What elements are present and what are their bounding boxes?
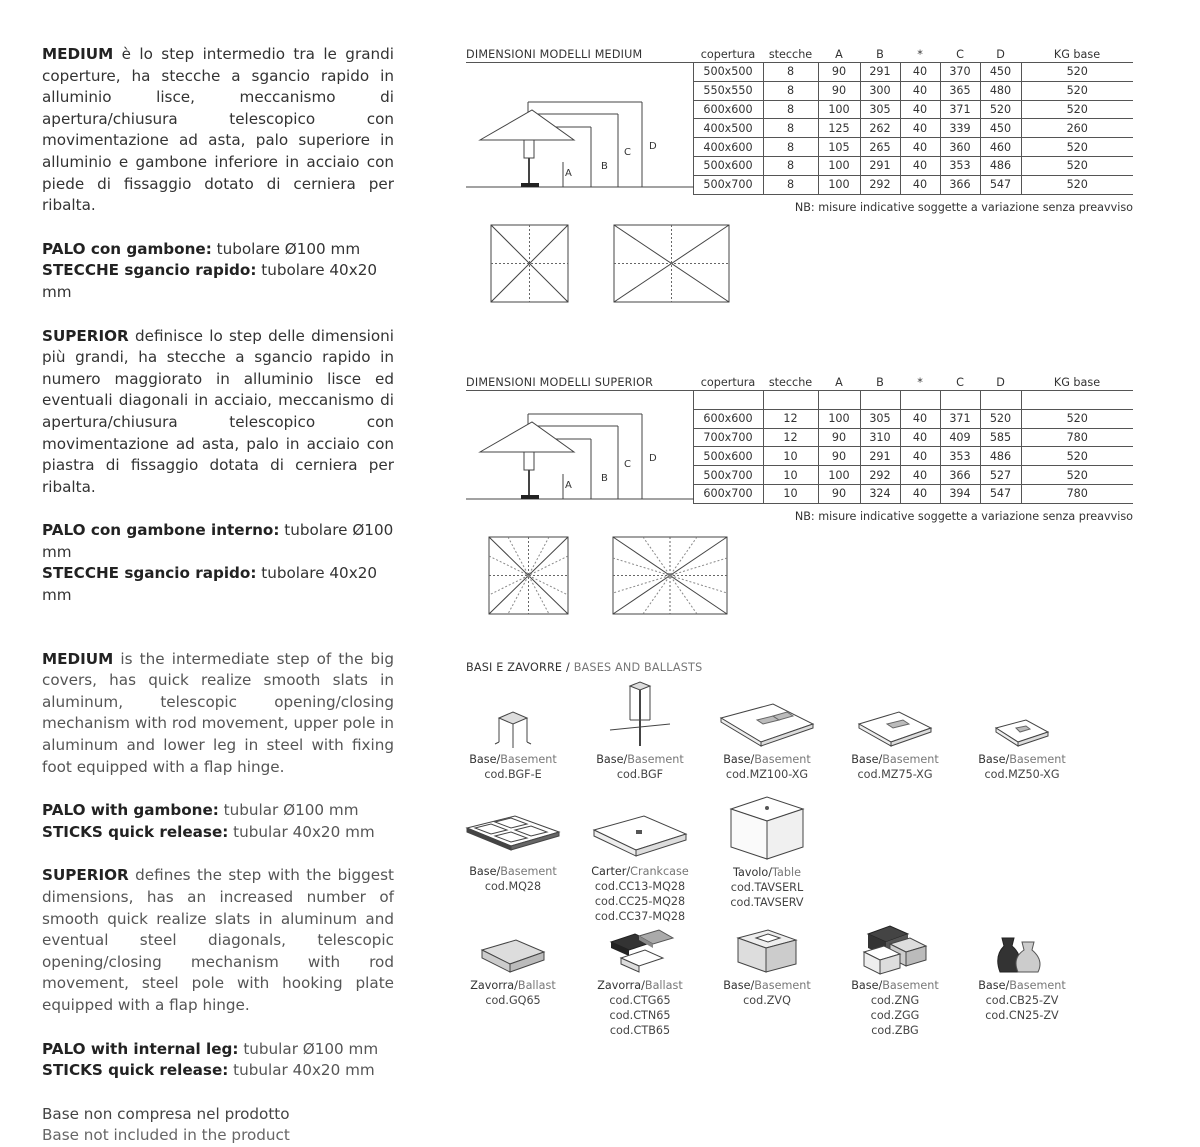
base-zg-icon [860,920,930,976]
table-cell: 40 [900,466,940,485]
table-cell: 40 [900,100,940,119]
base-item-zv-bags: Base/Basement cod.CB25-ZV cod.CN25-ZV [957,926,1087,1023]
table-cell: 366 [940,466,980,485]
base-mz100-xg-icon [717,700,817,750]
header-kg-base: KG base [1021,46,1133,63]
table-cell: 8 [763,119,818,138]
header-b: B [860,374,900,391]
dim-label-a: A [565,168,572,179]
table-cell: 371 [940,409,980,428]
medium-spec-slats-en: STICKS quick release: tubular 40x20 mm [42,822,375,841]
header-stecche: stecche [763,46,818,63]
header-a: A [818,374,860,391]
table-cell: 353 [940,156,980,175]
dim-label-d: D [649,453,657,464]
base-mq28-icon [463,812,563,862]
table-cell: 40 [900,119,940,138]
table-cell: 8 [763,100,818,119]
table-cell: 90 [818,81,860,100]
ballast-item-ct65: Zavorra/Ballast cod.CTG65 cod.CTN65 cod.CTB65 [575,926,705,1038]
base-bgf-e-icon [493,708,533,750]
table-cell: 40 [900,409,940,428]
base-bgf-icon [600,680,680,750]
table-cell: 10 [763,466,818,485]
table-cell: 8 [763,156,818,175]
table-cell: 305 [860,409,900,428]
base-item-zvq: Base/Basement cod.ZVQ [702,926,832,1008]
table-cell: 90 [818,484,860,503]
table-cell: 310 [860,428,900,447]
header-d: D [980,46,1021,63]
superior-spec-pole-it: PALO con gambone interno: tubolare Ø100 mm [42,521,394,561]
medium-umbrella-diagram [466,94,694,190]
table-cell: 105 [818,138,860,157]
header-star: * [900,46,940,63]
table-cell: 460 [980,138,1021,157]
table-cell: 100 [818,409,860,428]
table-cell: 100 [818,156,860,175]
superior-umbrella-diagram [466,406,694,502]
table-cell: 10 [763,484,818,503]
table-cell: 100 [818,466,860,485]
table-cell: 353 [940,447,980,466]
table-icon [727,793,807,863]
table-cell: 527 [980,466,1021,485]
base-item-bgf: Base/Basement cod.BGF [575,680,705,782]
table-cell: 100 [818,100,860,119]
table-cell: 780 [1021,484,1133,503]
ballast-ct65-icon [605,926,675,976]
table-cell: 520 [1021,466,1133,485]
table-cell: 291 [860,63,900,82]
table-cell: 265 [860,138,900,157]
table-cell: 486 [980,156,1021,175]
base-not-included-it: Base non compresa nel prodotto [42,1104,290,1123]
crankcase-icon [590,812,690,862]
table-cell: 394 [940,484,980,503]
table-cell: 370 [940,63,980,82]
table-cell: 125 [818,119,860,138]
table-cell: 585 [980,428,1021,447]
medium-plan-views [490,224,750,304]
table-cell: 40 [900,428,940,447]
table-cell: 520 [1021,100,1133,119]
dim-label-b: B [601,473,608,484]
table-cell: 300 [860,81,900,100]
superior-description-en: SUPERIOR defines the step with the biggest dimensions, has an increased number of smooth quick realize slats in aluminum and eventual steel diagonals, telescopic opening/closing mechanism with rod movement, steel pole with hooking plate equipped with a flap hinge. [42,866,394,1014]
header-d: D [980,374,1021,391]
table-cell: 371 [940,100,980,119]
header-star: * [900,374,940,391]
table-cell: 8 [763,138,818,157]
table-cell: 260 [1021,119,1133,138]
table-cell: 100 [818,175,860,194]
table-cell: 8 [763,81,818,100]
table-cell: 12 [763,409,818,428]
table-cell: 10 [763,447,818,466]
table-cell: 400x600 [693,138,763,157]
table-cell: 600x600 [693,100,763,119]
header-stecche: stecche [763,374,818,391]
medium-description-it: MEDIUM è lo step intermedio tra le grandi coperture, ha stecche a sgancio rapido in alluminio lisce, meccanismo di apertura/chiusura telescopico con movimentazione ad asta, palo superiore in alluminio e gambone inferiore in acciaio con piede di fissaggio dotato di cerniera per ribalta. [42,45,394,215]
table-cell: 520 [980,100,1021,119]
table-cell: 292 [860,175,900,194]
medium-table-note: NB: misure indicative soggette a variazione senza preavviso [794,200,1133,214]
table-cell: 550x550 [693,81,763,100]
table-cell: 366 [940,175,980,194]
base-item-mz100-xg: Base/Basement cod.MZ100-XG [702,700,832,782]
table-cell: 500x700 [693,175,763,194]
table-cell: 500x600 [693,156,763,175]
medium-spec-pole-en: PALO with gambone: tubular Ø100 mm [42,801,359,820]
table-cell: 486 [980,447,1021,466]
table-item-tavser: Tavolo/Table cod.TAVSERL cod.TAVSERV [702,793,832,910]
superior-plan-views [488,536,748,616]
dim-label-c: C [624,147,631,158]
table-cell: 520 [1021,63,1133,82]
table-cell: 520 [980,409,1021,428]
base-item-bgf-e: Base/Basement cod.BGF-E [448,708,578,782]
table-cell: 90 [818,428,860,447]
table-cell: 400x500 [693,119,763,138]
table-cell: 520 [1021,175,1133,194]
header-c: C [940,374,980,391]
table-cell: 700x700 [693,428,763,447]
table-cell: 40 [900,156,940,175]
table-cell: 409 [940,428,980,447]
table-cell: 450 [980,63,1021,82]
table-cell: 90 [818,447,860,466]
superior-spec-slats-it: STECCHE sgancio rapido: tubolare 40x20 mm [42,564,378,605]
table-cell: 40 [900,63,940,82]
table-cell: 291 [860,156,900,175]
table-cell: 8 [763,63,818,82]
ballast-gq65-icon [478,936,548,976]
table-cell: 500x700 [693,466,763,485]
table-cell: 520 [1021,447,1133,466]
table-cell: 305 [860,100,900,119]
base-zvq-icon [732,926,802,976]
superior-description-it: SUPERIOR definisce lo step delle dimensioni più grandi, ha stecche a sgancio rapido in numero maggiorato in alluminio lisce ed eventuali diagonali in acciaio, meccanismo di apertura/chiusura telescopico con movimentazione ad asta, palo in acciaio con piastra di fissaggio dotata di cerniera per ribalta. [42,326,394,496]
table-cell: 520 [1021,81,1133,100]
table-cell: 291 [860,447,900,466]
ballast-item-gq65: Zavorra/Ballast cod.GQ65 [448,936,578,1008]
medium-table-title: DIMENSIONI MODELLI MEDIUM [466,46,693,63]
table-cell: 40 [900,175,940,194]
table-cell: 547 [980,484,1021,503]
table-cell: 40 [900,484,940,503]
table-cell: 600x700 [693,484,763,503]
table-cell: 12 [763,428,818,447]
superior-table-title: DIMENSIONI MODELLI SUPERIOR [466,374,693,391]
table-row [466,63,1133,82]
table-cell: 360 [940,138,980,157]
table-cell: 262 [860,119,900,138]
table-cell: 365 [940,81,980,100]
table-cell: 339 [940,119,980,138]
dim-label-c: C [624,459,631,470]
base-item-cc: Carter/Crankcase cod.CC13-MQ28 cod.CC25-MQ28 cod.CC37-MQ28 [575,812,705,924]
table-cell: 780 [1021,428,1133,447]
medium-description-en: MEDIUM is the intermediate step of the big covers, has quick realize smooth slats in aluminum, telescopic opening/closing mechanism with rod movement, upper pole in aluminum and lower leg in steel with fixing foot equipped with a flap hinge. [42,649,394,776]
superior-spec-slats-en: STICKS quick release: tubular 40x20 mm [42,1061,375,1080]
base-item-mq28: Base/Basement cod.MQ28 [448,812,578,894]
dim-label-d: D [649,141,657,152]
dim-label-b: B [601,161,608,172]
base-mz75-xg-icon [855,708,935,750]
bases-section-title: BASI E ZAVORRE / BASES AND BALLASTS [466,661,703,674]
header-copertura: copertura [693,46,763,63]
table-cell: 520 [1021,409,1133,428]
base-item-mz75-xg: Base/Basement cod.MZ75-XG [830,708,960,782]
table-cell: 500x500 [693,63,763,82]
medium-spec-slats-it: STECCHE sgancio rapido: tubolare 40x20 mm [42,261,378,301]
table-cell: 547 [980,175,1021,194]
table-cell: 292 [860,466,900,485]
table-cell: 40 [900,81,940,100]
header-a: A [818,46,860,63]
superior-table-note: NB: misure indicative soggette a variazione senza preavviso [794,509,1133,523]
header-c: C [940,46,980,63]
table-cell: 324 [860,484,900,503]
table-cell: 90 [818,63,860,82]
header-copertura: copertura [693,374,763,391]
table-cell: 40 [900,447,940,466]
table-cell: 500x600 [693,447,763,466]
table-cell: 520 [1021,156,1133,175]
description-column [42,44,394,1147]
base-item-mz50-xg: Base/Basement cod.MZ50-XG [957,716,1087,782]
table-cell: 40 [900,138,940,157]
superior-spec-pole-en: PALO with internal leg: tubular Ø100 mm [42,1039,379,1058]
header-kg-base: KG base [1021,374,1133,391]
table-cell: 480 [980,81,1021,100]
base-not-included-en: Base not included in the product [42,1126,290,1145]
medium-spec-pole-it: PALO con gambone: tubolare Ø100 mm [42,239,361,258]
base-item-zg: Base/Basement cod.ZNG cod.ZGG cod.ZBG [830,920,960,1038]
table-cell: 600x600 [693,409,763,428]
base-mz50-xg-icon [992,716,1052,750]
header-b: B [860,46,900,63]
table-cell: 450 [980,119,1021,138]
ballast-bag-icon [992,926,1052,976]
table-cell: 520 [1021,138,1133,157]
table-cell: 8 [763,175,818,194]
dim-label-a: A [565,480,572,491]
